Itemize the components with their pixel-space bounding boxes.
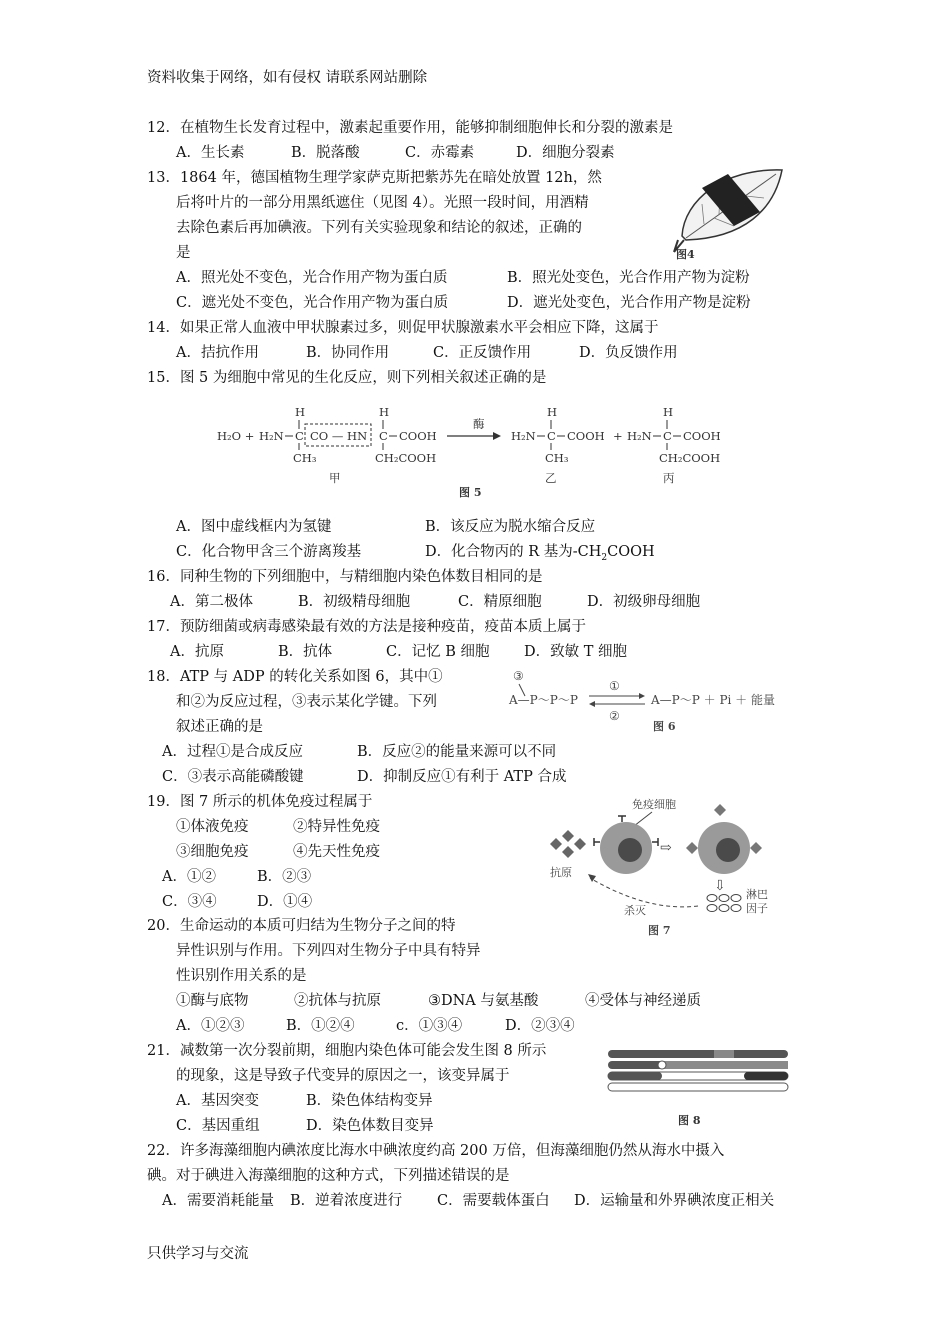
q22-option-b: B．逆着浓度进行 [290,1193,403,1209]
q18-option-d: D．抑制反应①有利于 ATP 合成 [357,769,567,785]
q14-options [176,343,678,363]
q20-line-2: 异性识别与作用。下列四对生物分子中具有特异 [176,943,481,959]
q22-option-c: C．需要载体蛋白 [437,1193,550,1209]
q13-line-2: 后将叶片的一部分用黑纸遮住（见图 4）。光照一段时间，用酒精 [176,195,589,211]
q12-stem: 12．在植物生长发育过程中，激素起重要作用，能够抑制细胞伸长和分裂的激素是 [147,120,673,136]
fig7-caption: 图 7 [648,924,671,937]
fig7-lymphokine-circles [707,895,741,912]
q21-option-a: A．基因突变 [176,1093,259,1109]
q22-option-d: D．运输量和外界碘浓度正相关 [574,1193,775,1209]
fig8-chromosome-2 [608,1061,788,1069]
q20-options [176,1016,575,1036]
fig7-bound-antigen [686,842,698,854]
q16-option-b: B．初级精母细胞 [298,594,411,610]
q20-line-3: 性识别作用关系的是 [176,968,307,984]
q16-option-a: A．第二极体 [170,594,253,610]
q19-options-row-2 [162,892,312,912]
q17-option-b: B．抗体 [278,644,333,660]
fig6-mark1: ① [609,679,620,693]
q17-option-c: C．记忆 B 细胞 [386,644,490,660]
fig8-chromosome-1 [608,1050,788,1058]
q13-option-c: C．遮光处不变色，光合作用产物为蛋白质 [176,295,449,311]
q21-option-d: D．染色体数目变异 [306,1118,434,1134]
q22-line-1: 22．许多海藻细胞内碘浓度比海水中碘浓度约高 200 万倍，但海藻细胞仍然从海水中摄入 [147,1143,725,1159]
q13-option-b: B．照光处变色，光合作用产物为淀粉 [507,270,750,286]
q15-option-d-tail: COOH [607,544,655,560]
q12-option-c: C．赤霉素 [405,145,475,161]
q12-options [176,143,615,163]
q21-line-1: 21．减数第一次分裂前期，细胞内染色体可能会发生图 8 所示 [147,1043,547,1059]
fig5-label-yi: 乙 [545,471,557,485]
q15-stem: 15．图 5 为细胞中常见的生化反应，则下列相关叙述正确的是 [147,370,547,386]
q15-option-d-sub: 2 [601,552,608,563]
q20-option-b: B．①②④ [286,1018,355,1034]
q20-option-c: c．①③④ [396,1018,463,1034]
q15-option-b: B．该反应为脱水缩合反应 [425,519,596,535]
q12-option-a: A．生长素 [176,145,245,161]
fig5-bing-ch2cooh: CH₂COOH [659,451,721,465]
q13-line-4: 是 [176,245,191,261]
q16-option-c: C．精原细胞 [458,594,542,610]
q17-option-d: D．致敏 T 细胞 [524,644,628,660]
q19-items-row-1 [176,817,380,837]
q20-item-1: ①酶与底物 [176,993,249,1009]
fig7-cell-label: 免疫细胞 [632,798,676,811]
fig7-antigen-cluster [550,830,586,858]
q12-option-b: B．脱落酸 [291,145,360,161]
fig5-yi-h: H [547,405,558,419]
fig7-kill-arrow [590,878,698,907]
q19-option-a: A．①② [162,869,216,885]
fig8-caption: 图 8 [678,1114,701,1127]
q20-item-2: ②抗体与抗原 [294,993,381,1009]
page-header: 资料收集于网络，如有侵权 请联系网站删除 [147,70,428,86]
q17-options [170,642,627,662]
fig5-enzyme: 酶 [473,417,485,431]
figure-6-atp [505,666,795,736]
fig5-bing-c: C [663,429,672,443]
q21-option-b: B．染色体结构变异 [306,1093,433,1109]
q18-option-b: B．反应②的能量来源可以不同 [357,744,557,760]
fig5-yi-cooh: COOH [567,429,605,443]
q19-item-2: ②特异性免疫 [293,819,380,835]
q15-option-c: C．化合物甲含三个游离羧基 [176,544,362,560]
q21-option-c: C．基因重组 [176,1118,260,1134]
q18-line-3: 叙述正确的是 [176,719,263,735]
figure-8-chromosomes [604,1046,796,1130]
q20-item-4: ④受体与神经递质 [585,993,701,1009]
figure-7-immune [548,794,778,940]
fig5-jia-ch2cooh: CH₂COOH [375,451,437,465]
q14-option-a: A．拮抗作用 [176,345,259,361]
q19-stem: 19．图 7 所示的机体免疫过程属于 [147,794,373,810]
q17-stem: 17．预防细菌或病毒感染最有效的方法是接种疫苗，疫苗本质上属于 [147,619,586,635]
fig8-chromosome-4 [608,1083,788,1091]
figure-4-leaf [664,160,794,260]
q19-item-1: ①体液免疫 [176,819,249,835]
fig5-label-jia: 甲 [329,471,341,485]
figure-4-caption: 图4 [676,248,695,260]
q14-option-d: D．负反馈作用 [579,345,678,361]
q13-line-1: 13．1864 年，德国植物生理学家萨克斯把紫苏先在暗处放置 12h，然 [147,170,602,186]
q14-stem: 14．如果正常人血液中甲状腺素过多，则促甲状腺激素水平会相应下降，这属于 [147,320,659,336]
q19-items-row-2 [176,842,380,862]
fig5-bing-h2n: H₂N [627,429,652,443]
q15-option-d-text: D．化合物丙的 R 基为-CH [425,544,602,560]
fig5-caption: 图 5 [459,486,482,499]
fig5-jia-h2: H [379,405,390,419]
fig6-atp: A—P～P～P [509,693,578,707]
q19-item-3: ③细胞免疫 [176,844,249,860]
fig7-antigen-label: 抗原 [550,866,572,879]
q18-line-1: 18．ATP 与 ADP 的转化关系如图 6，其中① [147,669,443,685]
fig5-jia-c2: C [379,429,388,443]
fig7-kill-label: 杀灭 [624,904,646,917]
page-footer: 只供学习与交流 [147,1246,249,1262]
fig6-caption: 图 6 [653,720,676,733]
q19-option-d: D．①④ [257,894,313,910]
q15-option-a: A．图中虚线框内为氢键 [176,519,332,535]
q19-option-b: B．②③ [257,869,312,885]
q16-option-d: D．初级卵母细胞 [587,594,701,610]
fig5-plus: + [613,429,623,443]
q12-option-d: D．细胞分裂素 [516,145,615,161]
q22-option-a: A．需要消耗能量 [162,1193,274,1209]
fig6-mark3: ③ [513,669,524,683]
fig7-arrow-down: ⇩ [714,878,726,894]
fig5-jia-h2n: H₂N [259,429,284,443]
q19-option-c: C．③④ [162,894,217,910]
fig5-yi-c: C [547,429,556,443]
q14-option-c: C．正反馈作用 [433,345,532,361]
q13-option-a: A．照光处不变色，光合作用产物为蛋白质 [176,270,448,286]
q18-option-a: A．过程①是合成反应 [162,744,303,760]
fig7-lymph-2: 因子 [746,902,768,915]
q22-line-2: 碘。对于碘进入海藻细胞的这种方式，下列描述错误的是 [147,1168,510,1184]
q21-options-row-1 [176,1091,433,1111]
fig5-jia-ch3: CH₃ [293,451,317,465]
q21-line-2: 的现象，这是导致子代变异的原因之一，该变异属于 [176,1068,510,1084]
fig7-lymph-1: 淋巴 [746,888,768,901]
fig5-jia-h1: H [295,405,306,419]
q20-items [176,991,701,1011]
fig5-bing-cooh: COOH [683,429,721,443]
q21-options-row-2 [176,1116,434,1136]
q19-options-row-1 [162,867,311,887]
q15-option-d [425,542,655,568]
fig5-co-nh: CO — HN [310,429,368,443]
q19-item-4: ④先天性免疫 [293,844,380,860]
figure-5-reaction [215,400,735,502]
q18-option-c: C．③表示高能磷酸键 [162,769,304,785]
fig5-bing-h: H [663,405,674,419]
fig5-h2o: H₂O + [217,429,255,443]
q20-item-3: ③DNA 与氨基酸 [428,993,539,1009]
fig6-mark2: ② [609,709,620,723]
fig8-chromosome-3 [608,1072,788,1080]
q20-option-a: A．①②③ [176,1018,245,1034]
q22-options [162,1191,774,1211]
q20-option-d: D．②③④ [505,1018,575,1034]
fig7-arrow-right: ⇨ [660,840,672,856]
fig5-arrow [493,432,501,440]
q20-line-1: 20．生命运动的本质可归结为生物分子之间的特 [147,918,456,934]
fig5-jia-c1: C [295,429,304,443]
q14-option-b: B．协同作用 [306,345,390,361]
fig5-yi-ch3: CH₃ [545,451,569,465]
fig5-label-bing: 丙 [663,471,675,485]
q17-option-a: A．抗原 [170,644,224,660]
q13-line-3: 去除色素后再加碘液。下列有关实验现象和结论的叙述，正确的 [176,220,582,236]
q16-options [170,592,700,612]
q13-option-d: D．遮光处变色，光合作用产物是淀粉 [507,295,751,311]
fig6-adp: A—P～P ＋ Pi ＋ 能量 [651,693,775,707]
fig5-jia-cooh: COOH [399,429,437,443]
q16-stem: 16．同种生物的下列细胞中，与精细胞内染色体数目相同的是 [147,569,543,585]
q18-line-2: 和②为反应过程，③表示某化学键。下列 [176,694,437,710]
fig5-yi-h2n: H₂N [511,429,536,443]
